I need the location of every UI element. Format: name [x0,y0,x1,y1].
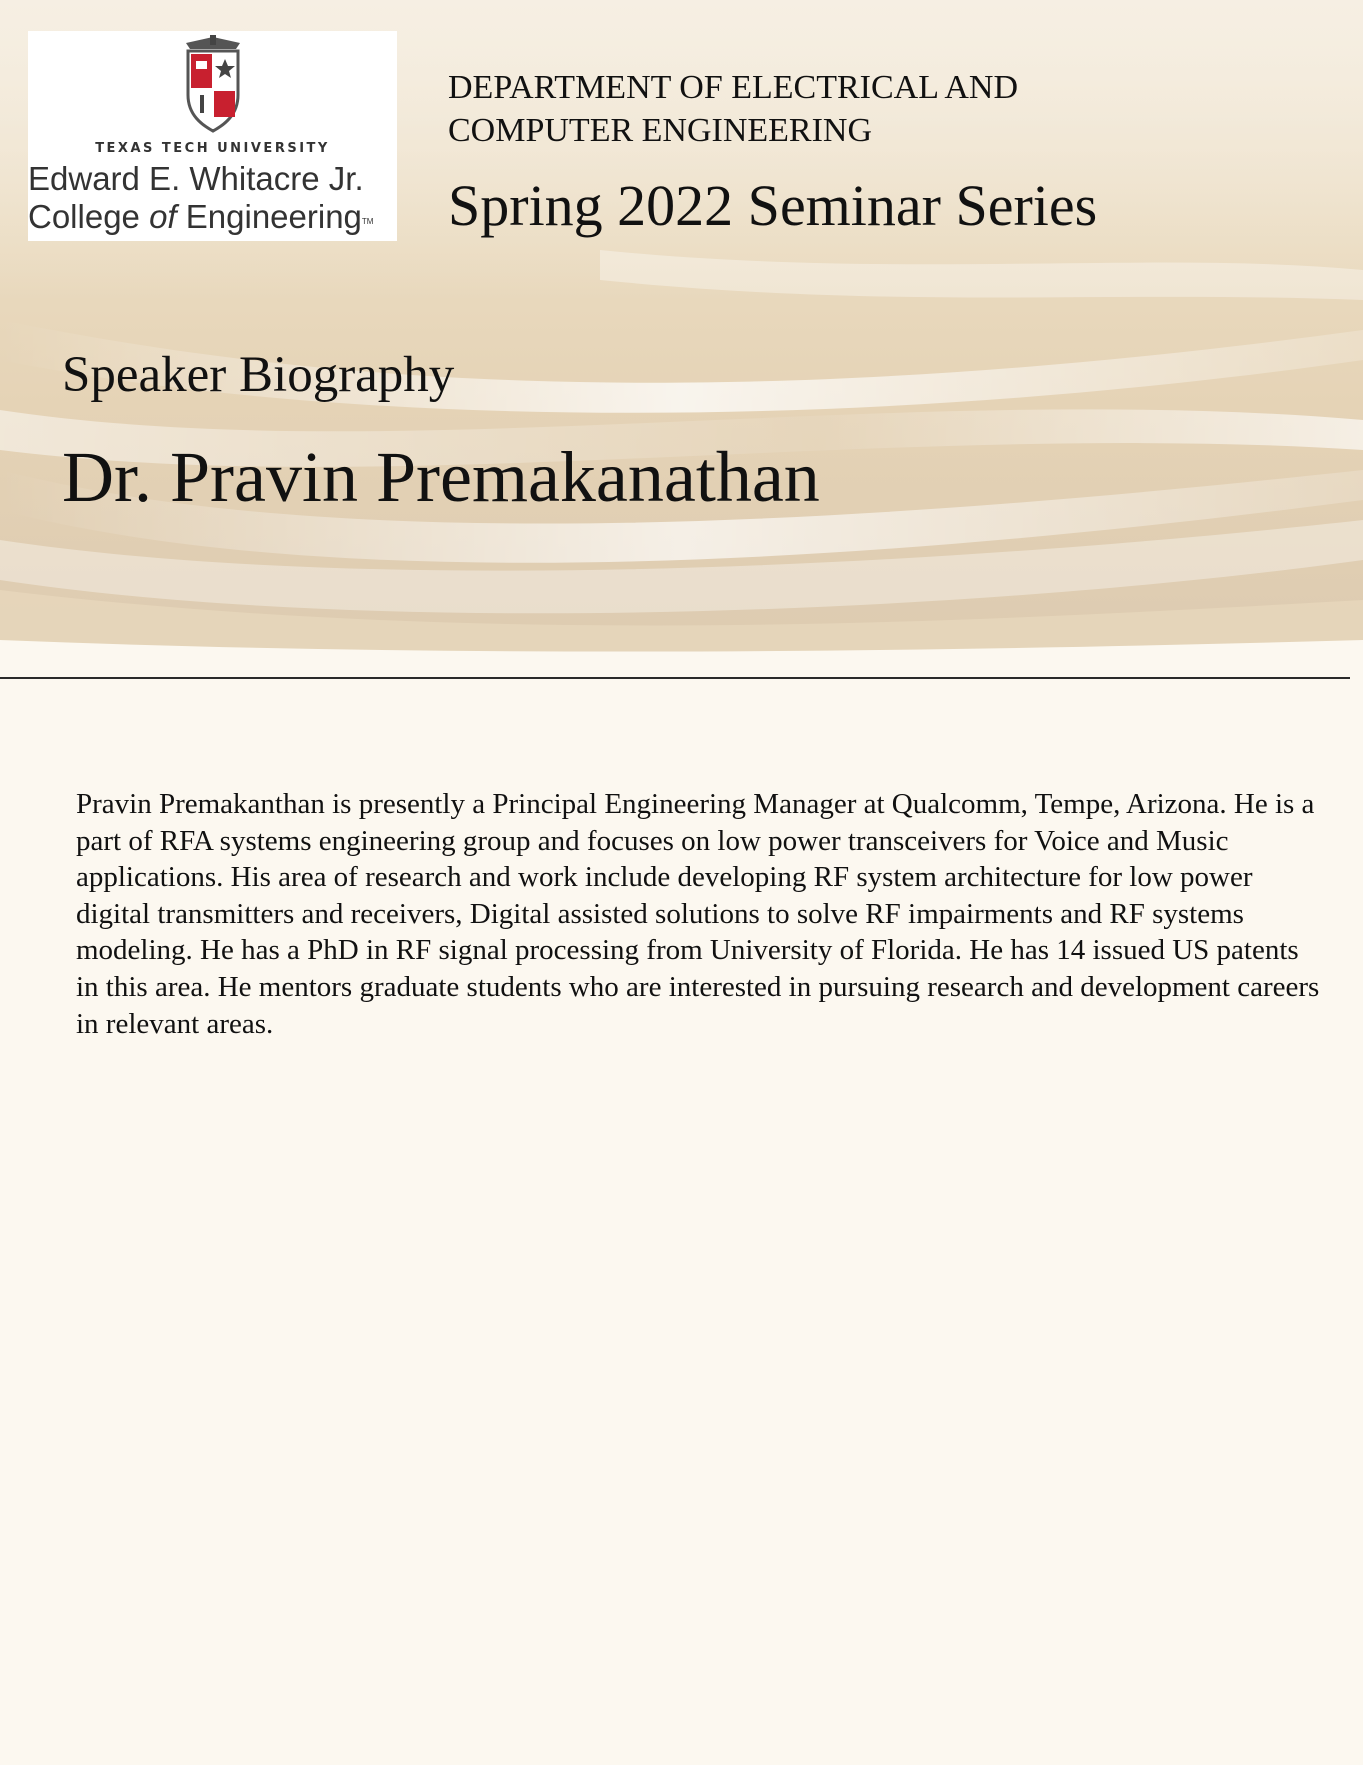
seminar-series-title: Spring 2022 Seminar Series [448,173,1098,238]
banner-divider [0,677,1350,679]
speaker-biography-heading: Speaker Biography [62,347,455,403]
college-word: College [28,198,150,235]
college-name-line2 [28,200,397,233]
department-line2: COMPUTER ENGINEERING [448,112,873,149]
college-of-word: of [149,198,177,235]
college-name-line1: Edward E. Whitacre Jr. [28,160,364,197]
trademark-mark: TM [361,217,374,226]
biography-text: Pravin Premakanthan is presently a Principal Engineering Manager at Qualcomm, Tempe, Arizona. He is a part of RFA systems engineering group and focuses on low power transceivers for Voice and Music applications. His area of research and work include developing RF system architecture for low power digital transmitters and receivers, Digital assisted solutions to solve RF impairments and RF systems modeling. He has a PhD in RF signal processing from University of Florida. He has 14 issued US patents in this area. He mentors graduate students who are interested in pursuing research and development careers in relevant areas. [76,788,1320,1040]
college-logo [28,31,397,241]
university-name: TEXAS TECH UNIVERSITY [95,141,330,156]
engineering-word: Engineering [176,198,362,235]
speaker-name: Dr. Pravin Premakanathan [62,437,820,517]
department-name [448,66,1148,152]
department-line1: DEPARTMENT OF ELECTRICAL AND [448,69,1019,106]
double-t-crest-icon [178,35,248,135]
header-banner [0,0,1363,678]
